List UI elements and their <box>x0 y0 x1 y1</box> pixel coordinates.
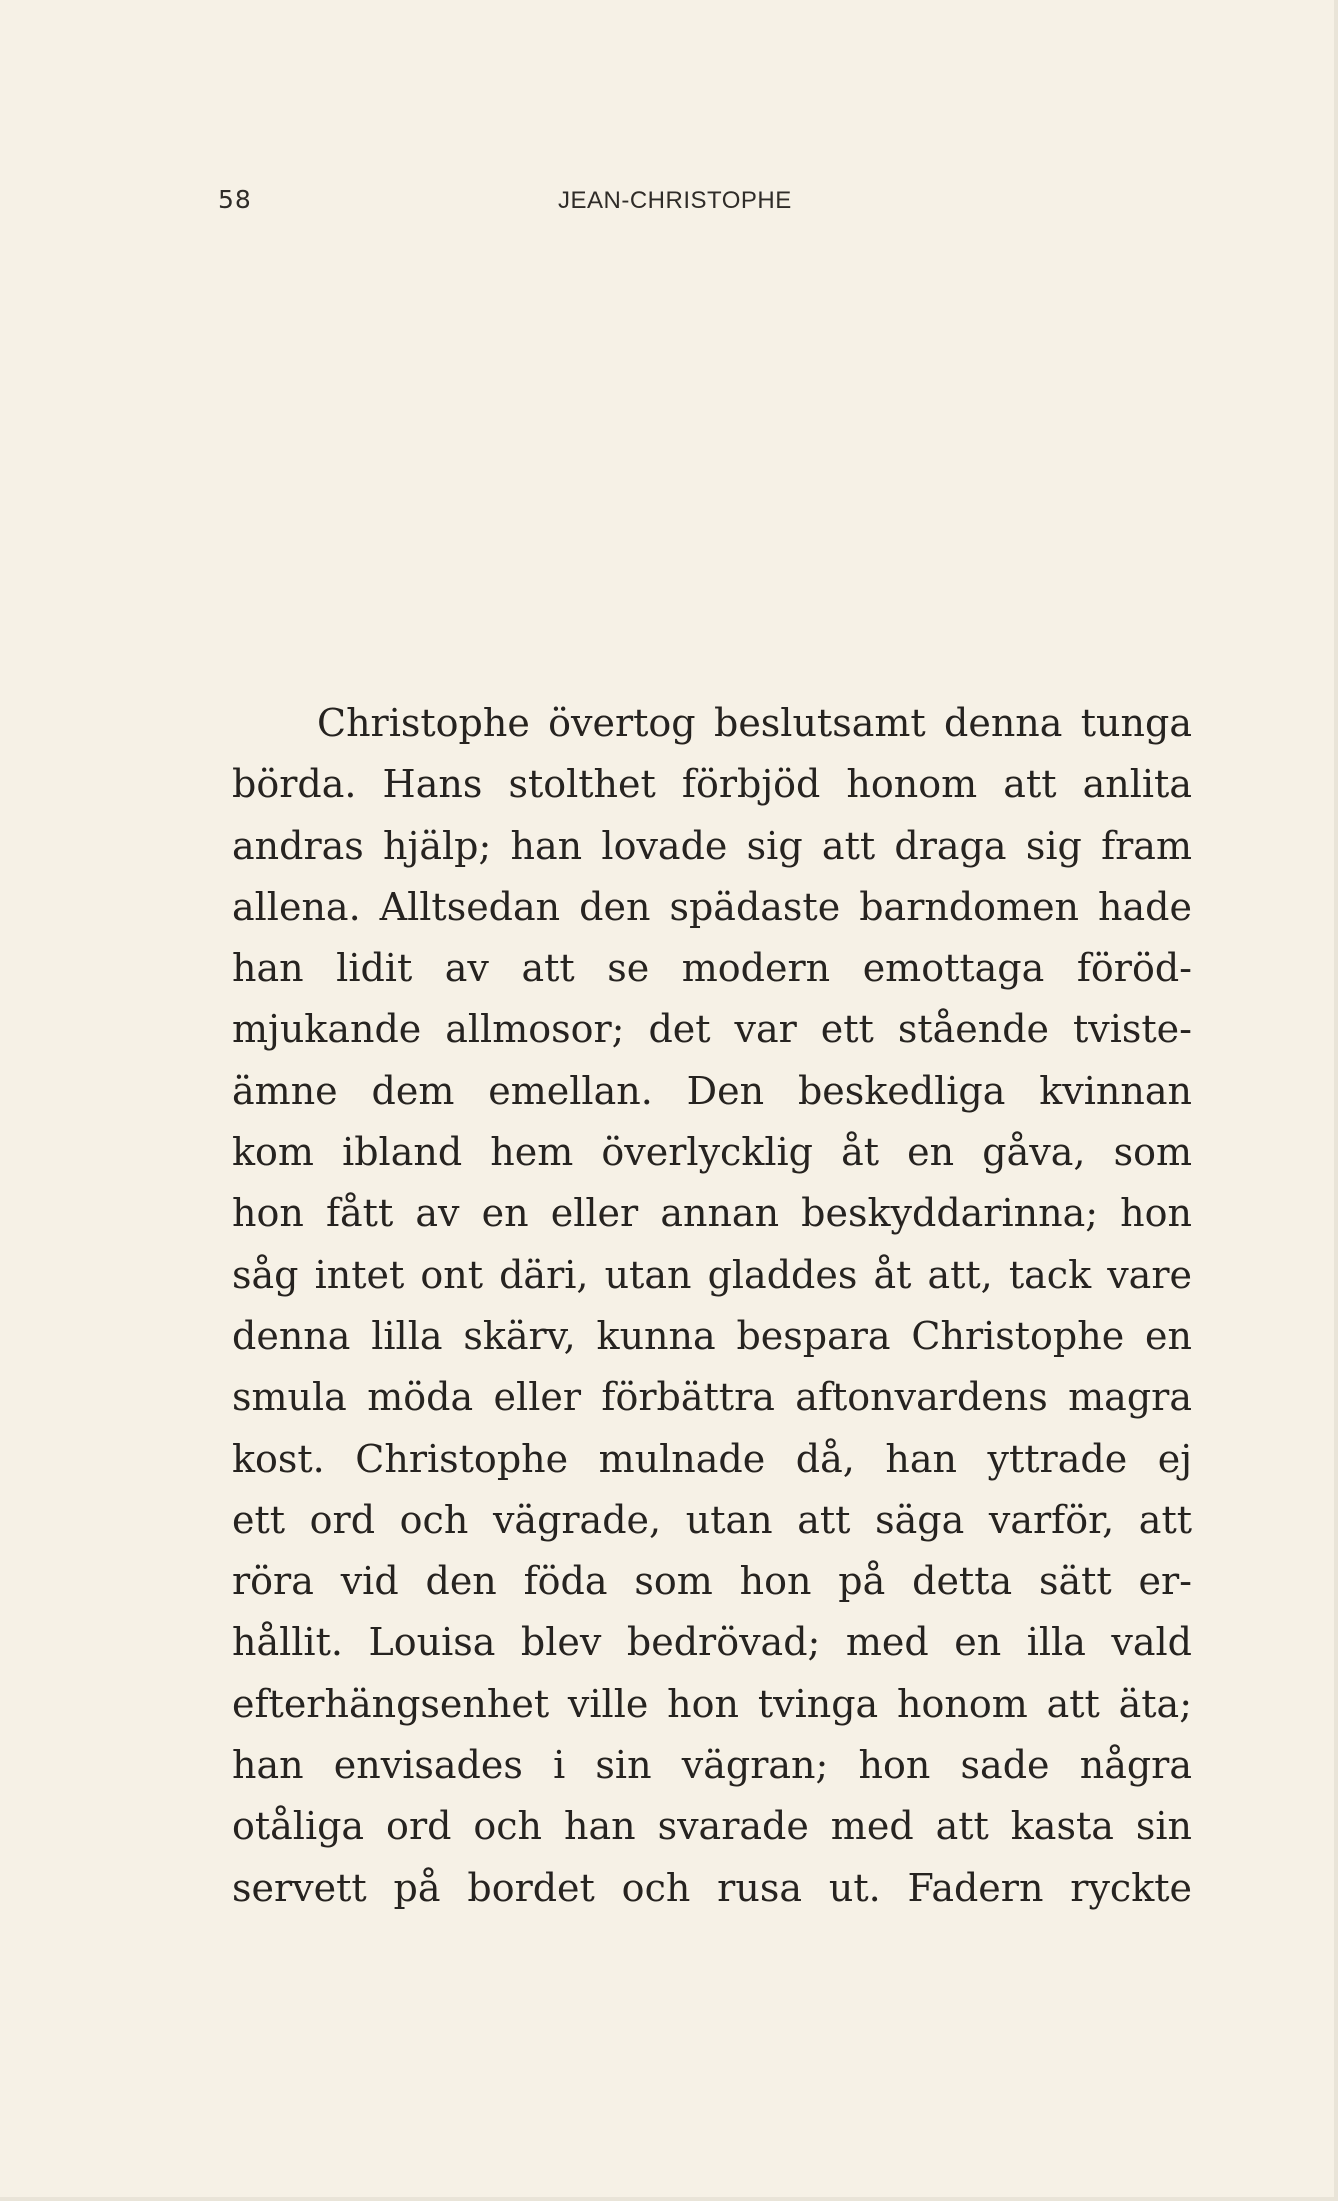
page-header <box>218 185 858 225</box>
text-line: ämne dem emellan. Den beskedliga kvinnan <box>232 1068 1192 1113</box>
text-line: han lidit av att se modern emottaga föröd- <box>232 946 1192 991</box>
text-line: servett på bordet och rusa ut. Fadern ryckte <box>232 1865 1192 1910</box>
text-line: Christophe övertog beslutsamt denna tunga <box>317 701 1192 745</box>
text-line: kom ibland hem överlycklig åt en gåva, som <box>232 1130 1192 1175</box>
text-line: hållit. Louisa blev bedrövad; med en illa vald <box>232 1620 1192 1665</box>
text-line: andras hjälp; han lovade sig att draga sig fram <box>232 823 1192 868</box>
text-line: efterhängsenhet ville hon tvinga honom att äta; <box>232 1681 1192 1726</box>
text-line: allena. Alltsedan den spädaste barndomen hade <box>232 884 1192 929</box>
text-line: ett ord och vägrade, utan att säga varför, att <box>232 1497 1192 1542</box>
text-line: otåliga ord och han svarade med att kasta sin <box>232 1804 1192 1849</box>
text-line: smula möda eller förbättra aftonvardens magra <box>232 1375 1192 1420</box>
text-line: mjukande allmosor; det var ett stående tviste- <box>232 1007 1192 1052</box>
text-line: börda. Hans stolthet förbjöd honom att anlita <box>232 762 1192 807</box>
running-title: JEAN-CHRISTOPHE <box>558 187 792 214</box>
text-line: denna lilla skärv, kunna bespara Christophe en <box>232 1313 1192 1358</box>
text-line: röra vid den föda som hon på detta sätt er- <box>232 1559 1192 1604</box>
text-line: kost. Christophe mulnade då, han yttrade ej <box>232 1436 1192 1481</box>
text-line: han envisades i sin vägran; hon sade några <box>232 1743 1192 1788</box>
text-line: såg intet ont däri, utan gladdes åt att, tack vare <box>232 1252 1192 1297</box>
body-text <box>232 693 1192 1919</box>
text-line: hon fått av en eller annan beskyddarinna; hon <box>232 1191 1192 1236</box>
page-number: 58 <box>218 185 252 214</box>
